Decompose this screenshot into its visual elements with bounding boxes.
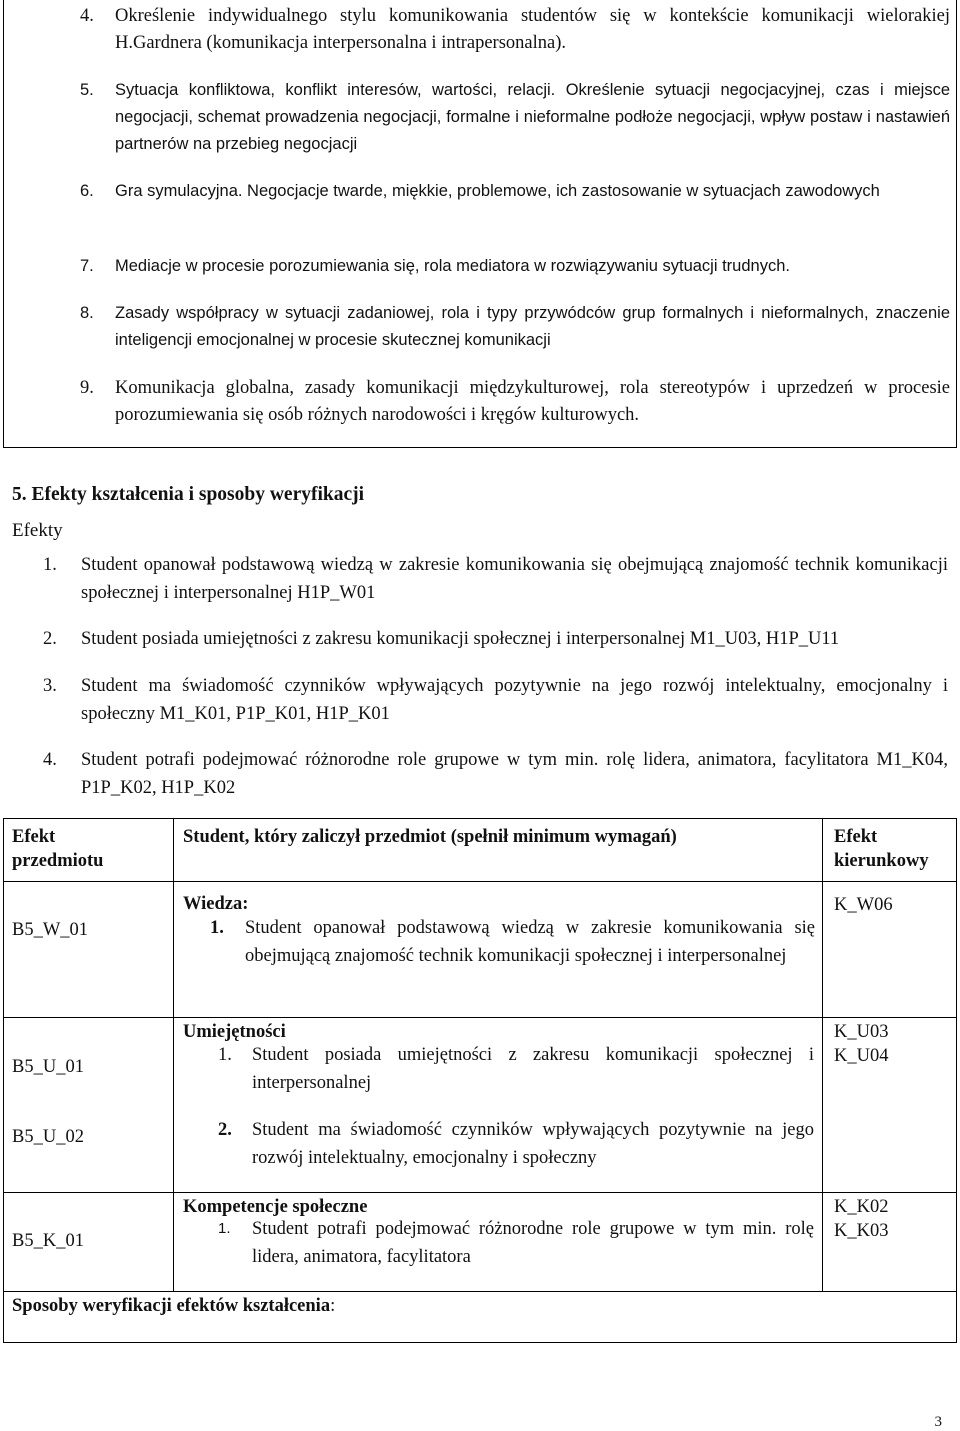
- table-divider: [173, 818, 174, 1292]
- row-num: 1.: [218, 1220, 231, 1237]
- list-item: 3. Student ma świadomość czynników wpływających pozytywnie na jego rozwój intelektualny, emocjonalny i społeczny M1_K01, P1P_K01, H1P_K01: [43, 676, 948, 724]
- effect-description: Student opanował podstawową wiedzą w zakresie komunikowania się obejmującą znajomość technik komunikacji społecznej i interpersonalnej: [245, 918, 815, 966]
- table-header-col3: Efekt kierunkowy: [834, 827, 929, 871]
- row-num: 2.: [218, 1120, 232, 1140]
- verification-heading: Sposoby weryfikacji efektów kształcenia:: [12, 1296, 336, 1316]
- effect-code: B5_U_01: [12, 1057, 84, 1077]
- sub-heading: Efekty: [12, 520, 63, 541]
- kier-code: K_W06: [834, 895, 893, 915]
- kier-code: K_U03: [834, 1022, 889, 1042]
- effect-description: Student posiada umiejętności z zakresu komunikacji społecznej i interpersonalnej: [252, 1045, 814, 1093]
- list-item: 1. Student opanował podstawową wiedzą w zakresie komunikowania się obejmującą znajomość technik komunikacji społecznej i interpersonalnej H1P_W01: [43, 555, 948, 603]
- list-item: 9. Komunikacja globalna, zasady komunikacji międzykulturowej, rola stereotypów i uprzedzeń w procesie porozumiewania się osób różnych narodowości i kręgów kulturowych.: [80, 378, 950, 425]
- list-item: 4. Student potrafi podejmować różnorodne role grupowe w tym min. rolę lidera, animatora, facylitatora M1_K04, P1P_K02, H1P_K02: [43, 750, 948, 798]
- list-item: 4. Określenie indywidualnego stylu komunikowania studentów się w kontekście komunikacji wielorakiej H.Gardnera (komunikacja interpersonalna i intrapersonalna).: [80, 6, 950, 53]
- kier-code: K_K03: [834, 1221, 889, 1241]
- table-header-col2: Student, który zaliczył przedmiot (spełnił minimum wymagań): [183, 827, 677, 847]
- list-item: 6. Gra symulacyjna. Negocjacje twarde, miękkie, problemowe, ich zastosowanie w sytuacjach zawodowych: [80, 182, 880, 200]
- kier-code: K_K02: [834, 1197, 889, 1217]
- list-item: 2. Student posiada umiejętności z zakresu komunikacji społecznej i interpersonalnej M1_U03, H1P_U11: [43, 629, 840, 649]
- row-label: Kompetencje społeczne: [183, 1197, 368, 1217]
- row-label: Wiedza:: [183, 894, 249, 914]
- table-divider: [822, 818, 823, 1292]
- row-num: 1.: [210, 918, 224, 938]
- table-divider: [3, 1017, 957, 1018]
- table-divider: [3, 1192, 957, 1193]
- section-heading: 5. Efekty kształcenia i sposoby weryfikacji: [12, 484, 365, 505]
- kier-code: K_U04: [834, 1046, 889, 1066]
- list-item: 5. Sytuacja konfliktowa, konflikt interesów, wartości, relacji. Określenie sytuacji negocjacyjnej, czas i miejsce negocjacji, schemat prowadzenia negocjacji, formalne i nieformalne podłoże negocjacji, wpływ postaw i nastawień partnerów na przebieg negocjacji: [80, 81, 950, 153]
- effect-description: Student potrafi podejmować różnorodne role grupowe w tym min. rolę lidera, animatora, facylitatora: [252, 1219, 814, 1267]
- row-label: Umiejętności: [183, 1022, 286, 1042]
- effect-code: B5_W_01: [12, 920, 89, 940]
- effect-code: B5_K_01: [12, 1231, 84, 1251]
- row-num: 1.: [218, 1045, 232, 1065]
- page-number: 3: [934, 1414, 942, 1430]
- table-header-col1: Efekt przedmiotu: [12, 827, 104, 871]
- effect-code: B5_U_02: [12, 1127, 84, 1147]
- effect-description: Student ma świadomość czynników wpływających pozytywnie na jego rozwój intelektualny, emocjonalny i społeczny: [252, 1120, 814, 1168]
- list-item: 8. Zasady współpracy w sytuacji zadaniowej, rola i typy przywódców grup formalnych i nieformalnych, znaczenie inteligencji emocjonalnej w procesie skutecznej komunikacji: [80, 304, 950, 349]
- table-divider: [3, 1291, 957, 1292]
- list-item: 7. Mediacje w procesie porozumiewania się, rola mediatora w rozwiązywaniu sytuacji trudnych.: [80, 257, 790, 275]
- table-divider: [3, 881, 957, 882]
